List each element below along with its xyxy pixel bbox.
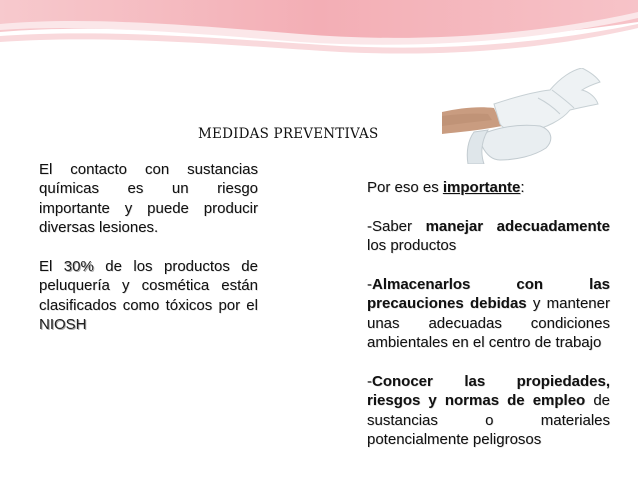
- importante-emphasis: importante: [442, 179, 521, 196]
- measure-item-3-start: -: [367, 373, 372, 391]
- left-paragraph-2-middle: de los productos de peluquería y cosmética están clasificados como tóxicos por el: [39, 258, 258, 314]
- right-intro-colon: :: [520, 179, 525, 196]
- measure-item-1-start: -Saber: [367, 217, 426, 235]
- left-paragraph-2: [39, 257, 258, 335]
- left-text-column: [39, 160, 258, 335]
- measure-item-1-bold: manejar adecuadamente: [425, 217, 610, 235]
- right-intro-start: Por eso es: [367, 179, 443, 196]
- measure-item-3: [367, 372, 610, 450]
- measure-item-2-end: y mantener unas adecuadas condiciones ambientales en el centro de trabajo: [367, 295, 610, 352]
- slide-heading: MEDIDAS PREVENTIVAS: [198, 126, 379, 142]
- gloved-hands-photo: [442, 68, 602, 164]
- left-paragraph-1: El contacto con sustancias químicas es un riesgo importante y puede producir diversas lesiones.: [39, 161, 258, 237]
- measure-item-2-bold: Almacenarlos con las precauciones debidas: [367, 276, 610, 313]
- measure-item-1: [367, 217, 610, 256]
- measure-item-3-bold: Conocer las propiedades, riesgos y normas de empleo: [367, 373, 610, 410]
- measure-item-2: [367, 275, 610, 353]
- right-text-column: [367, 178, 610, 450]
- right-intro: [367, 178, 610, 197]
- percentage-highlight: 30%: [63, 258, 94, 276]
- measure-item-2-start: -: [367, 276, 372, 293]
- measure-item-3-end: de sustancias o materiales potencialmente peligrosos: [367, 392, 610, 449]
- measure-item-1-end: los productos: [367, 237, 457, 255]
- niosh-highlight: NIOSH: [39, 316, 87, 334]
- decorative-header-band: [0, 0, 638, 60]
- left-paragraph-2-start: El: [39, 258, 64, 276]
